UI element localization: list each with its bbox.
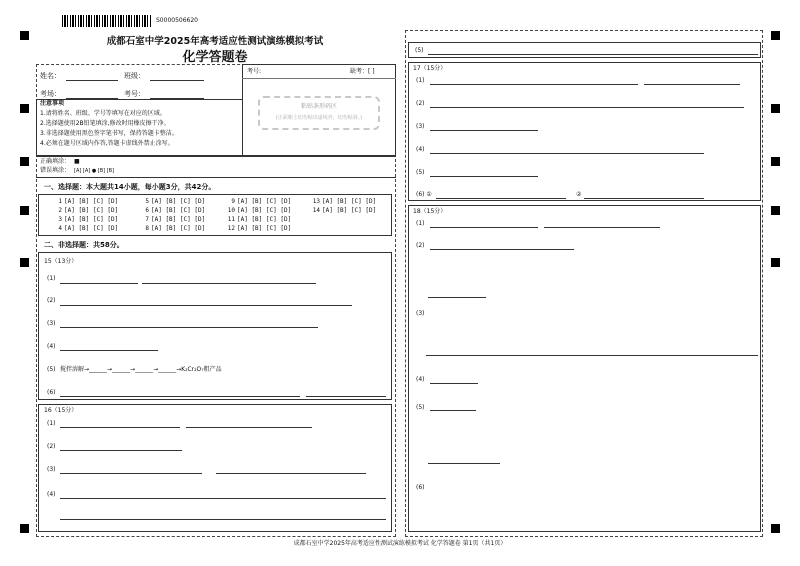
q15-part2-blank[interactable]	[60, 305, 352, 306]
q16-part4-label: (4)	[47, 491, 56, 498]
q18-box	[408, 205, 761, 532]
barcode-paste-title: 粘贴条形码区	[300, 103, 337, 110]
divider	[36, 177, 396, 178]
barcode-number: S0000506620	[156, 17, 198, 24]
wrong-fill-marks: [A] [A] ● [B] [B]	[74, 168, 115, 174]
exam-title: 成都石室中学2025年高考适应性测试演练模拟考试	[106, 36, 324, 47]
timing-mark	[20, 258, 29, 267]
choice-question-number: 4	[58, 225, 62, 232]
timing-mark	[771, 157, 780, 166]
q15-part4-label: (4)	[47, 343, 56, 350]
timing-mark	[20, 104, 29, 113]
timing-mark	[771, 31, 780, 40]
choice-options[interactable]: [A] [B] [C] [D]	[64, 225, 119, 232]
q15-title: 15（13分）	[44, 258, 78, 265]
q15-part1-blank[interactable]	[142, 283, 316, 284]
q18-part1-blank[interactable]	[430, 227, 538, 228]
q18-part3-blank[interactable]	[426, 355, 758, 356]
q17-part3-label: (3)	[416, 123, 425, 130]
q17-part4-blank[interactable]	[430, 153, 704, 154]
choice-question-number: 11	[227, 216, 235, 223]
choice-options[interactable]: [A] [B] [C] [D]	[151, 216, 206, 223]
timing-mark	[771, 206, 780, 215]
q17-part1-label: (1)	[416, 77, 425, 84]
q15-box	[38, 252, 392, 400]
footer: 成都石室中学2025年高考适应性测试演练模拟考试 化学答题卷 第1页（共1页）	[293, 540, 507, 547]
choice-options[interactable]: [A] [B] [C] [D]	[237, 225, 292, 232]
timing-mark	[20, 524, 29, 533]
choice-question-8[interactable]	[139, 225, 205, 233]
choice-options[interactable]: [A] [B] [C] [D]	[322, 207, 377, 214]
choice-question-number: 3	[58, 216, 62, 223]
barcode-paste-note: (正面朝上切勿贴出虚线外，切勿贴斜。)	[275, 115, 363, 121]
q17-title: 17（15分）	[413, 65, 447, 72]
choice-question-1[interactable]	[52, 198, 118, 206]
q16-part2-blank[interactable]	[60, 450, 182, 451]
q18-part2-blank[interactable]	[428, 297, 486, 298]
q18-part5-blank[interactable]	[430, 410, 476, 411]
choice-question-14[interactable]	[310, 207, 376, 215]
choice-options[interactable]: [A] [B] [C] [D]	[151, 198, 206, 205]
q17-continued-label: (5)	[415, 47, 424, 54]
barcode	[62, 15, 152, 27]
section2-title: 二、非选择题：共58分。	[44, 241, 124, 249]
choice-question-number: 10	[227, 207, 235, 214]
barcode-paste-area	[258, 96, 380, 130]
q17-part1-blank[interactable]	[644, 84, 740, 85]
choice-question-9[interactable]	[225, 198, 291, 206]
choice-question-number: 9	[231, 198, 235, 205]
q17-part6-label-2: ②	[576, 191, 582, 198]
q18-title: 18（15分）	[413, 208, 447, 215]
absent-label[interactable]: 缺考：[ ]	[350, 68, 375, 75]
timing-mark	[771, 104, 780, 113]
choice-options[interactable]: [A] [B] [C] [D]	[64, 216, 119, 223]
choice-question-number: 5	[145, 198, 149, 205]
q15-part2-label: (2)	[47, 297, 56, 304]
notice-item: 3.非选择题使用黑色签字笔书写，保持答题卡整洁。	[40, 130, 178, 137]
q18-part4-label: (4)	[416, 376, 425, 383]
choice-question-number: 12	[227, 225, 235, 232]
choice-options[interactable]: [A] [B] [C] [D]	[151, 225, 206, 232]
choice-question-11[interactable]	[225, 216, 291, 224]
q17-continued-blank[interactable]	[428, 54, 758, 55]
choice-question-number: 7	[145, 216, 149, 223]
choice-question-number: 13	[312, 198, 320, 205]
name-label: 姓名：	[40, 72, 61, 80]
q18-part4-blank[interactable]	[430, 383, 478, 384]
wrong-fill-label: 错误填涂：	[40, 167, 71, 174]
choice-question-number: 6	[145, 207, 149, 214]
q17-part4-label: (4)	[416, 146, 425, 153]
q16-title: 16（15分）	[44, 407, 78, 414]
room-label: 考场：	[40, 90, 61, 98]
seat-label: 考号：	[124, 90, 145, 98]
q16-part2-label: (2)	[47, 443, 56, 450]
q15-part1-label: (1)	[47, 275, 56, 282]
choice-question-13[interactable]	[310, 198, 376, 206]
q17-part3-blank[interactable]	[430, 130, 538, 131]
q15-part4-blank[interactable]	[60, 350, 158, 351]
q17-part5-label: (5)	[416, 169, 425, 176]
q17-part1-blank[interactable]	[430, 84, 638, 85]
choice-question-10[interactable]	[225, 207, 291, 215]
timing-mark	[771, 258, 780, 267]
q15-part1-blank[interactable]	[60, 283, 138, 284]
notice-item: 4.必须在题号区域内作答,答题卡虚线外禁止涂写。	[40, 140, 174, 147]
q15-part6-label: (6)	[47, 389, 56, 396]
q16-part4-blank[interactable]	[60, 519, 386, 520]
choice-options[interactable]: [A] [B] [C] [D]	[322, 198, 377, 205]
choice-options[interactable]: [A] [B] [C] [D]	[237, 216, 292, 223]
name-field[interactable]	[66, 80, 118, 81]
timing-mark	[20, 206, 29, 215]
q18-part1-blank[interactable]	[544, 227, 660, 228]
q18-part5-blank[interactable]	[428, 463, 500, 464]
timing-mark	[20, 31, 29, 40]
q16-part4-blank[interactable]	[60, 498, 386, 499]
choice-question-7[interactable]	[139, 216, 205, 224]
q16-part3-label: (3)	[47, 466, 56, 473]
class-field[interactable]	[150, 80, 204, 81]
q17-part2-label: (2)	[416, 100, 425, 107]
q16-part1-label: (1)	[47, 420, 56, 427]
q17-box	[408, 62, 761, 201]
choice-options[interactable]: [A] [B] [C] [D]	[237, 207, 292, 214]
timing-mark	[20, 157, 29, 166]
choice-options[interactable]: [A] [B] [C] [D]	[64, 207, 119, 214]
q18-part3-label: (3)	[416, 310, 425, 317]
choice-options[interactable]: [A] [B] [C] [D]	[151, 207, 206, 214]
choice-question-3[interactable]	[52, 216, 118, 224]
q16-box	[38, 404, 392, 532]
q15-part3-blank[interactable]	[60, 327, 318, 328]
notice-item: 2.选择题使用2B铅笔填涂,修改时用橡皮擦干净。	[40, 120, 170, 127]
timing-mark	[771, 524, 780, 533]
choice-question-6[interactable]	[139, 207, 205, 215]
choice-question-number: 1	[58, 198, 62, 205]
class-label: 班级：	[124, 72, 145, 80]
choice-question-4[interactable]	[52, 225, 118, 233]
q18-part6-label: (6)	[416, 484, 425, 491]
q17-part6-label: (6) ①	[416, 191, 432, 198]
correct-fill-label: 正确填涂：	[40, 158, 71, 165]
q18-part1-label: (1)	[416, 220, 425, 227]
notice-item: 1.请将姓名、班级、学号等填写在对应的区域。	[40, 110, 166, 117]
section1-title: 一、选择题：本大题共14小题，每小题3分，共42分。	[44, 183, 216, 191]
q16-part3-blank[interactable]	[60, 473, 202, 474]
q17-continued-box	[408, 42, 761, 58]
q17-part2-blank[interactable]	[430, 107, 744, 108]
q17-part6-blank[interactable]	[436, 198, 566, 199]
exam-number-label: 考号:	[247, 68, 262, 75]
q17-part5-blank[interactable]	[430, 176, 538, 177]
choice-question-number: 2	[58, 207, 62, 214]
choice-options[interactable]: [A] [B] [C] [D]	[237, 198, 292, 205]
q15-part5-label: (5)	[47, 366, 56, 373]
choice-question-5[interactable]	[139, 198, 205, 206]
q18-part5-label: (5)	[416, 404, 425, 411]
correct-fill-mark: ■	[74, 158, 80, 165]
q16-part1-blank[interactable]	[186, 427, 312, 428]
q17-part6-blank[interactable]	[584, 198, 704, 199]
divider	[242, 78, 396, 79]
q16-part1-blank[interactable]	[60, 427, 180, 428]
q15-part5-text[interactable]: 搅拌溶解→______→______→______→______→K₂Cr₂O₇粗产品	[60, 366, 222, 373]
q16-part3-blank[interactable]	[216, 473, 366, 474]
notice-title: 注意事项	[40, 100, 65, 107]
q15-part6-blank[interactable]	[60, 396, 300, 397]
choice-question-number: 8	[145, 225, 149, 232]
choice-question-number: 14	[312, 207, 320, 214]
choice-question-12[interactable]	[225, 225, 291, 233]
q15-part3-label: (3)	[47, 320, 56, 327]
q15-part6-blank[interactable]	[306, 396, 386, 397]
sheet-title: 化学答题卷	[182, 50, 248, 65]
choice-options[interactable]: [A] [B] [C] [D]	[64, 198, 119, 205]
divider	[36, 156, 396, 157]
q18-part2-blank[interactable]	[430, 249, 574, 250]
choice-question-2[interactable]	[52, 207, 118, 215]
q18-part2-label: (2)	[416, 242, 425, 249]
